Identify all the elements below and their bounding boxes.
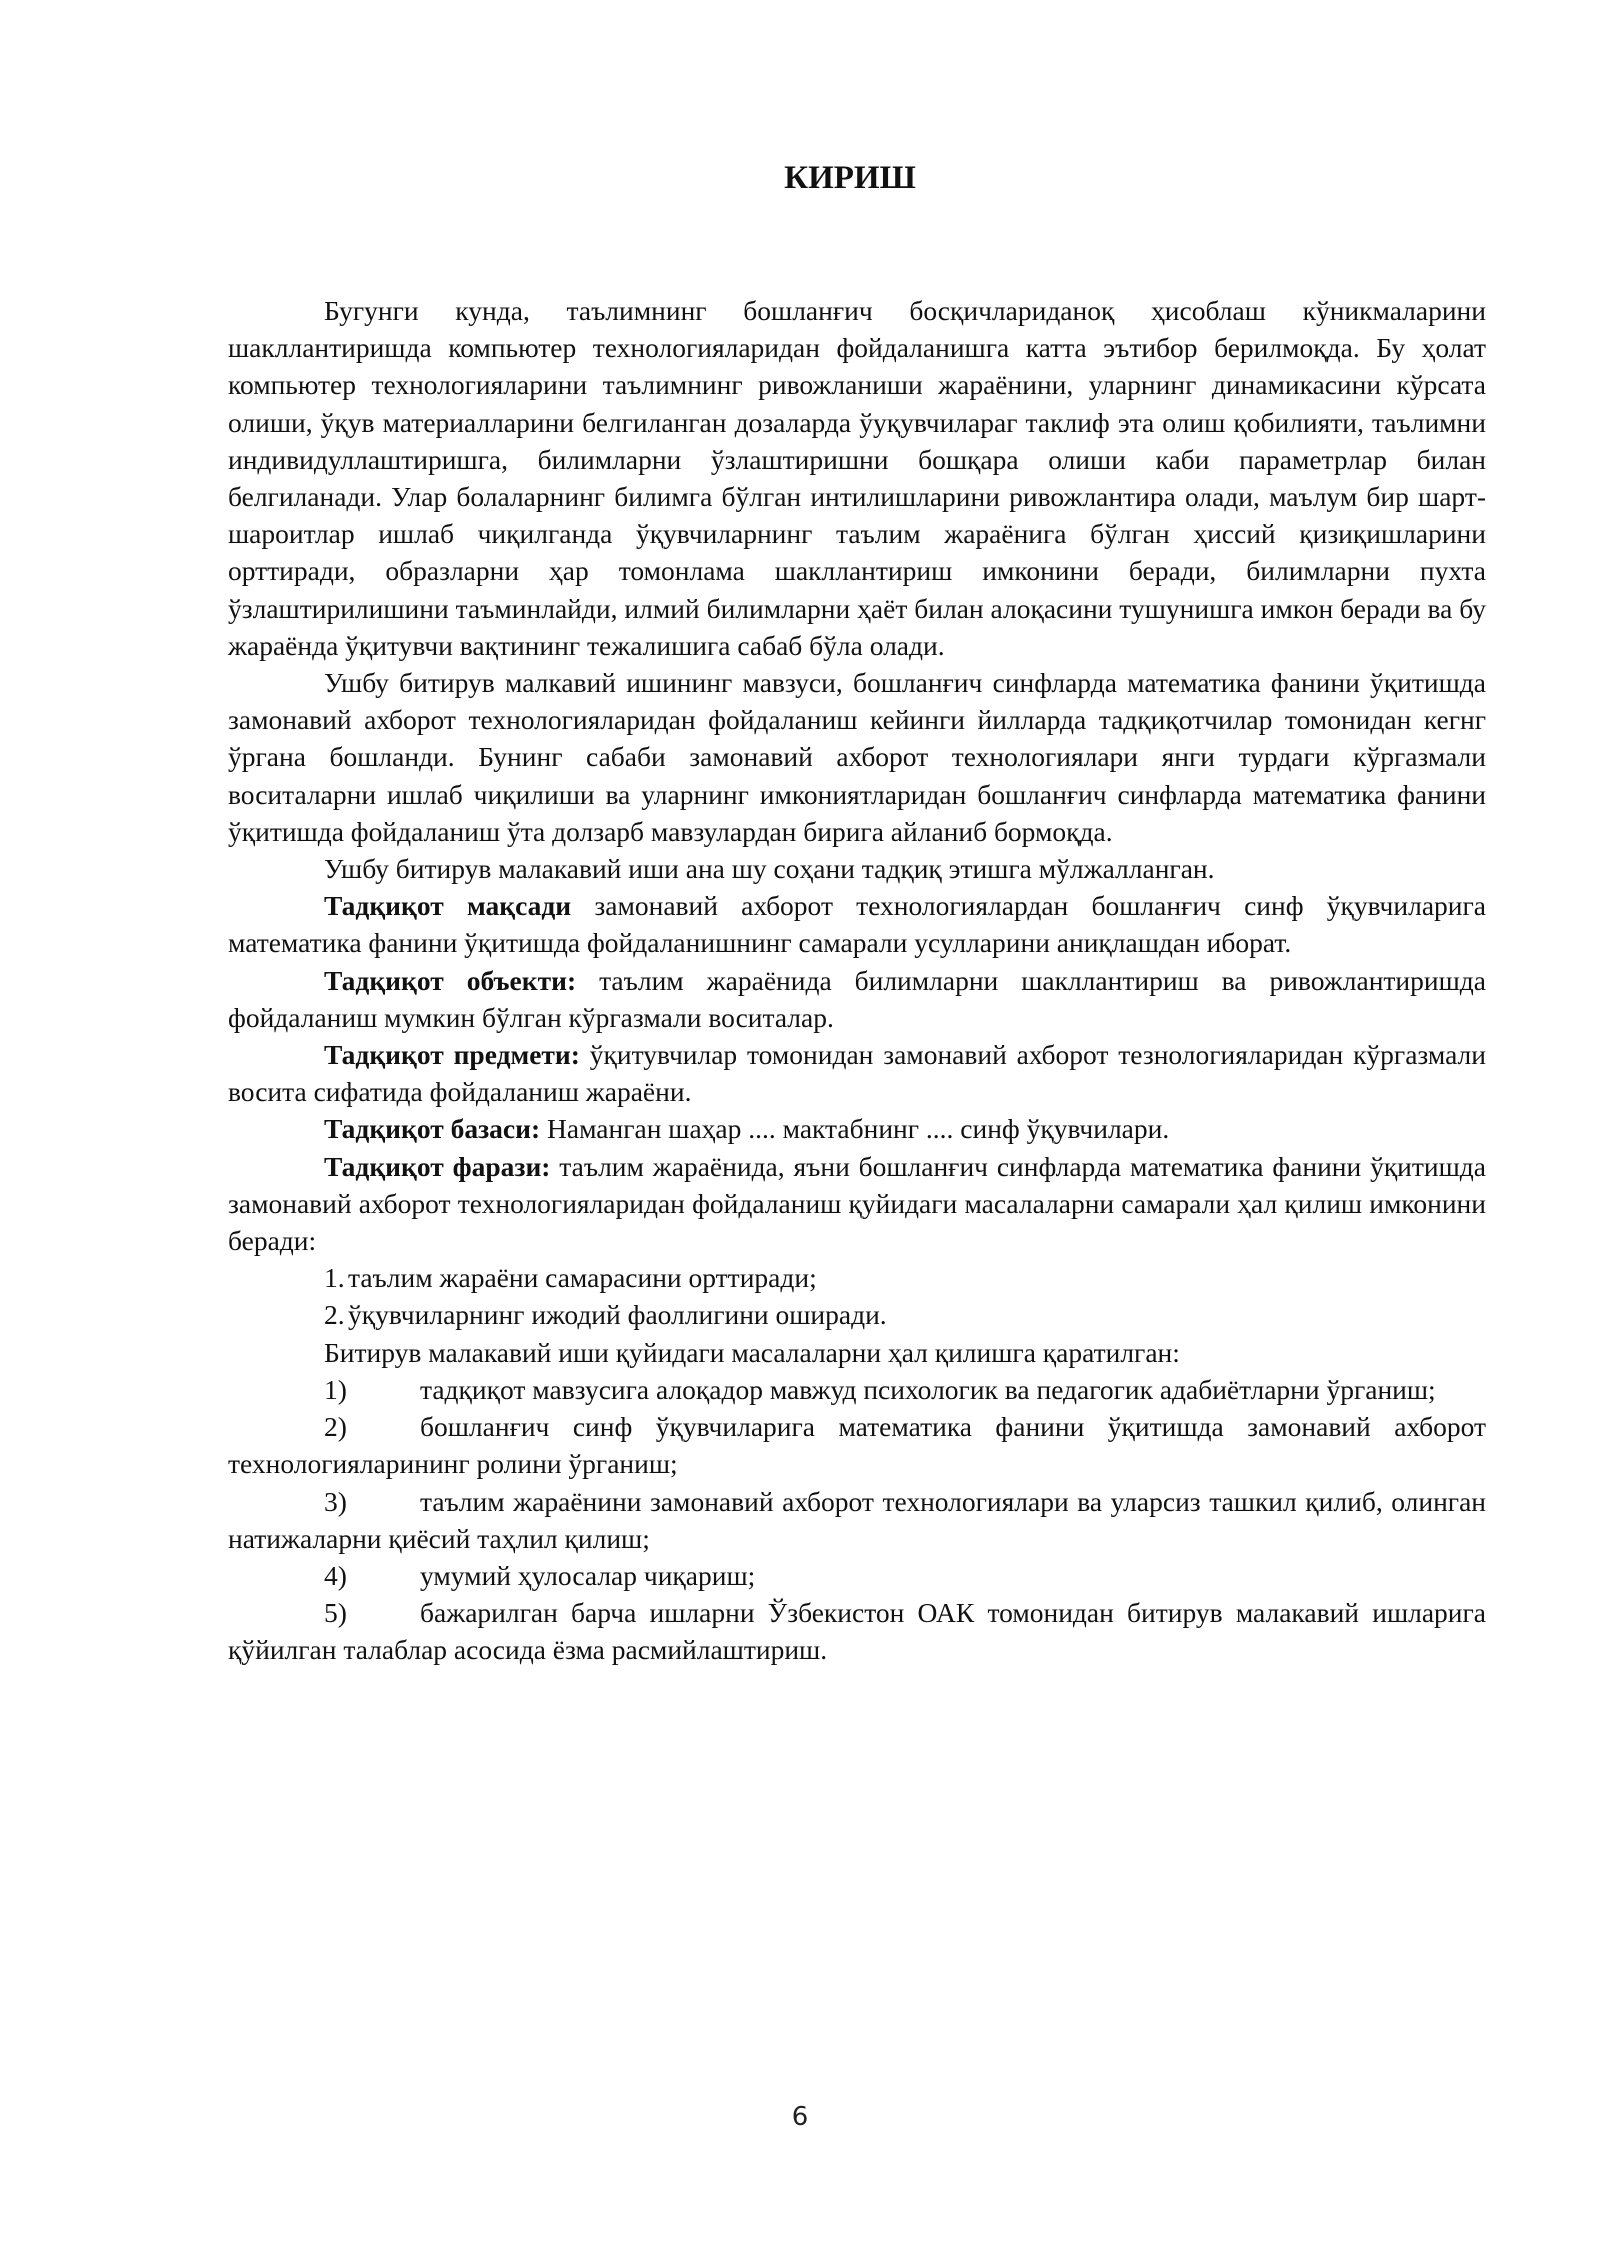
research-goal-label: Тадқиқот мақсади [324, 890, 572, 922]
tasks-intro: Битирув малакавий иши қуйидаги масалаларни ҳал қилишга қаратилган: [324, 1336, 1180, 1368]
research-hypothesis [228, 1148, 1486, 1260]
research-base [228, 1110, 1486, 1147]
research-base-label: Тадқиқот базаси: [324, 1113, 541, 1145]
research-subject-label: Тадқиқот предмети: [324, 1039, 580, 1071]
research-object-text: таълим жараёнида билимларни шакллантириш ва ривожлантиришда фойдаланиш мумкин бўлган кўргазмали воситалар. [228, 964, 1486, 1033]
research-goal-text: замонавий ахборот технологиялардан бошланғич синф ўқувчиларига математика фанини ўқитишда фойдаланишнинг самарали усулларини аниқлашдан иборат. [228, 890, 1486, 959]
list-item-number: 1. [324, 1262, 345, 1294]
task-text: умумий ҳулосалар чиқариш; [420, 1559, 756, 1591]
task-number: 5) [324, 1597, 347, 1629]
task-number: 3) [324, 1485, 347, 1517]
research-goal [228, 887, 1486, 961]
document-body [228, 292, 1486, 1669]
tasks-list [228, 1371, 1486, 1669]
task-number: 2) [324, 1411, 347, 1443]
page-title: КИРИШ [784, 160, 916, 196]
paragraph-purpose-note: Ушбу битирув малакавий иши ана шу соҳани тадқиқ этишга мўлжалланган. [324, 853, 1215, 885]
task-text: тадқиқот мавзусига алоқадор мавжуд психологик ва педагогик адабиётларни ўрганиш; [420, 1373, 1436, 1405]
task-number: 4) [324, 1559, 347, 1591]
research-object-label: Тадқиқот объекти: [324, 964, 577, 996]
list-item-number: 2. [324, 1299, 345, 1331]
task-text: бажарилган барча ишларни Ўзбекистон ОАК томонидан битирув малакавий ишларига қўйилган талаблар асосида ёзма расмийлаштириш. [228, 1597, 1486, 1666]
page-number: 6 [791, 2102, 809, 2132]
research-hypothesis-label: Тадқиқот фарази: [324, 1150, 551, 1182]
list-item [228, 1259, 1486, 1296]
hypothesis-list [228, 1259, 1486, 1333]
task-text: бошланғич синф ўқувчиларига математика фанини ўқитишда замонавий ахборот технологияларининг ролини ўрганиш; [228, 1411, 1486, 1480]
research-hypothesis-text: таълим жараёнида, яъни бошланғич синфларда математика фанини ўқитишда замонавий ахборот технологияларидан фойдаланиш қуйидаги масалаларни самарали ҳал қилиш имконини беради: [228, 1150, 1487, 1257]
research-object [228, 962, 1486, 1036]
task-number: 1) [324, 1373, 347, 1405]
research-subject [228, 1036, 1486, 1110]
task-text: таълим жараёнини замонавий ахборот технологиялари ва уларсиз ташкил қилиб, олинган натижаларни қиёсий таҳлил қилиш; [228, 1485, 1486, 1554]
task-item [228, 1371, 1486, 1408]
paragraph-intro: Бугунги кунда, таълимнинг бошланғич босқичлариданоқ ҳисоблаш кўникмаларини шакллантиришда компьютер технологияларидан фойдаланишга катта эътибор берилмоқда. Бу ҳолат компьютер технологияларини таълимнинг ривожланиши жараёнини, уларнинг динамикасини кўрсата олиши, ўқув материалларини белгиланган дозаларда ўуқувчилараг таклиф эта олиш қобилияти, таълимни индивидуллаштиришга, билимларни ўзлаштиришни бошқара олиши каби параметрлар билан белгиланади. Улар болаларнинг билимга бўлган интилишларини ривожлантира олади, маълум бир шарт-шароитлар ишлаб чиқилганда ўқувчиларнинг таълим жараёнига бўлган ҳиссий қизиқишларини орттиради, образларни ҳар томонлама шакллантириш имконини беради, билимларни пухта ўзлаштирилишини таъминлайди, илмий билимларни ҳаёт билан алоқасини тушунишга имкон беради ва бу жараёнда ўқитувчи вақтининг тежалишига сабаб бўла олади. [228, 295, 1486, 661]
list-item [228, 1296, 1486, 1333]
task-item [228, 1483, 1486, 1557]
task-item [228, 1557, 1486, 1594]
list-item-text: таълим жараёни самарасини орттиради; [348, 1262, 817, 1294]
task-item [228, 1408, 1486, 1482]
task-item [228, 1594, 1486, 1668]
list-item-text: ўқувчиларнинг ижодий фаоллигини оширади. [348, 1299, 887, 1331]
research-subject-text: ўқитувчилар томонидан замонавий ахборот тезнологияларидан кўргазмали восита сифатида фойдаланиш жараёни. [228, 1039, 1486, 1108]
research-base-text: Наманган шаҳар .... мактабнинг .... синф ўқувчилари. [540, 1113, 1170, 1145]
paragraph-topic: Ушбу битирув малкавий ишининг мавзуси, бошланғич синфларда математика фанини ўқитишда замонавий ахборот технологияларидан фойдаланиш кейинги йилларда тадқиқотчилар томонидан кегнг ўргана бошланди. Бунинг сабаби замонавий ахборот технологиялари янги турдаги кўргазмали воситаларни ишлаб чиқилиши ва уларнинг имкониятларидан бошланғич синфларда математика фанини ўқитишда фойдаланиш ўта долзарб мавзулардан бирига айланиб бормоқда. [228, 667, 1486, 847]
